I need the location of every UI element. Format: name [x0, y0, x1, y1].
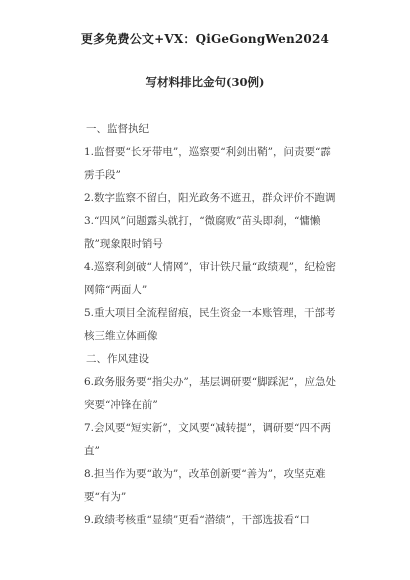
section-heading-supervision: 一、监督执纪 — [86, 123, 149, 135]
section-heading-work-style: 二、作风建设 — [86, 353, 149, 365]
list-item: 4.巡察利剑破“人情网”，审计铁尺量“政绩观”，纪检密网筛“两面人” — [84, 261, 336, 296]
list-item: 2.数字监察不留白，阳光政务不遮丑，群众评价不跑调 — [84, 192, 336, 204]
document-body — [84, 118, 336, 532]
list-item: 5.重大项目全流程留痕，民生资金一本账管理，干部考核三维立体画像 — [84, 307, 336, 342]
list-item: 3.“四风”问题露头就打，“微腐败”苗头即刹，“慵懒散”现象限时销号 — [84, 215, 321, 250]
document-title: 写材料排比金句(30例) — [145, 75, 265, 89]
list-item: 6.政务服务要“指尖办”，基层调研要“脚踩泥”，应急处突要“冲锋在前” — [84, 376, 336, 411]
list-item: 1.监督要“长牙带电”，巡察要“利剑出鞘”，问责要“霹雳手段” — [84, 146, 331, 181]
list-item: 9.政绩考核重“显绩”更看“潜绩”，干部选拔看“口 — [84, 514, 310, 526]
list-item: 7.会风要“短实新”，文风要“减转提”，调研要“四不两直” — [84, 422, 331, 457]
list-item: 8.担当作为要“敢为”，改革创新要“善为”，攻坚克难要“有为” — [84, 468, 326, 503]
page-header: 更多免费公文+VX：QiGeGongWen2024 — [80, 32, 330, 46]
